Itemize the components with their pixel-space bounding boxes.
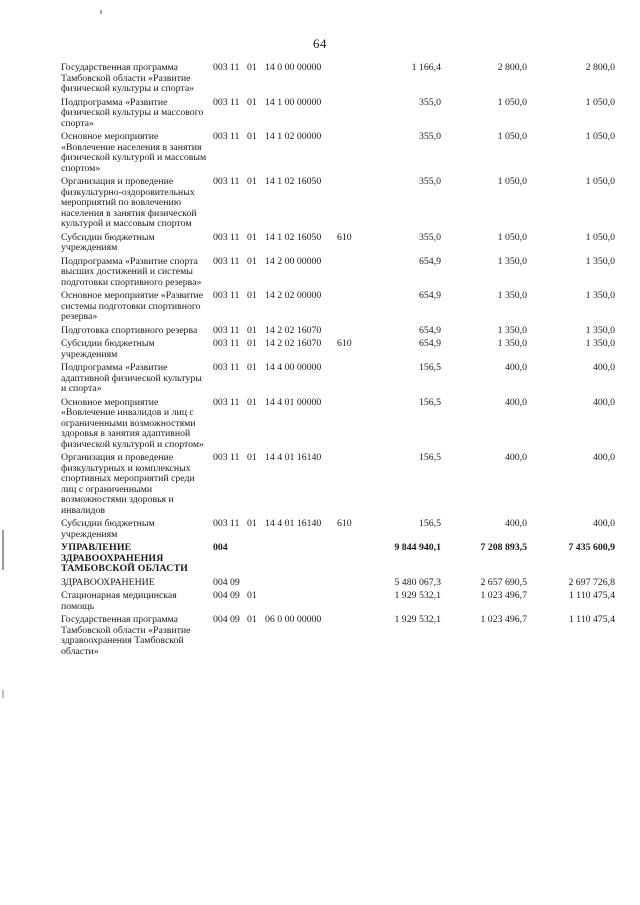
row-name: Подготовка спортивного резерва: [61, 324, 198, 336]
row-amount-1: 156,5: [418, 396, 441, 408]
row-name: Субсидии бюджетным учреждениям: [61, 338, 155, 360]
row-section: 11: [230, 255, 240, 267]
row-admin-code: 003: [213, 231, 228, 243]
row-target-code: [265, 591, 337, 615]
row-amount-3: 1 050,0: [585, 96, 615, 108]
row-name: Субсидии бюджетным учреждениям: [61, 231, 155, 253]
row-expense-type: 610: [337, 231, 352, 243]
row-admin-code: 004: [213, 542, 228, 553]
row-admin-code: 004: [213, 576, 228, 588]
row-subsection: [247, 543, 265, 578]
row-amount-1: 1 929 532,1: [394, 614, 441, 625]
row-amount-2: 1 350,0: [497, 324, 527, 336]
row-amount-2: 1 350,0: [497, 255, 527, 267]
row-subsection: 01: [247, 338, 257, 349]
table-row: [61, 615, 615, 660]
row-amount-1: 156,5: [418, 362, 441, 373]
table-row: [61, 98, 615, 133]
row-expense-type: [337, 63, 359, 98]
row-amount-2: 1 023 496,7: [480, 590, 527, 601]
table-row: [61, 63, 615, 98]
row-amount-2: 1 350,0: [497, 290, 527, 301]
row-amount-3: 1 110 475,4: [568, 590, 615, 601]
row-subsection: 01: [247, 452, 257, 463]
row-target-code: 14 4 01 16140: [265, 452, 322, 463]
row-section: 11: [230, 362, 240, 373]
row-expense-type: [337, 453, 359, 519]
row-amount-3: 400,0: [592, 362, 615, 373]
row-subsection: [247, 578, 265, 592]
row-admin-code: 003: [213, 62, 228, 73]
row-section: 11: [230, 62, 240, 73]
row-amount-3: 2 800,0: [585, 62, 615, 73]
row-amount-2: 7 208 893,5: [480, 542, 527, 553]
row-target-code: [265, 578, 337, 592]
table-row: [61, 339, 615, 363]
row-subsection: 01: [247, 96, 257, 108]
row-expense-type: 610: [337, 338, 352, 349]
row-amount-1: 9 844 940,1: [394, 542, 441, 553]
row-amount-1: 1 166,4: [411, 62, 441, 73]
row-name: Организация и проведение физкультурно-оздоровительных мероприятий по вовлечению населения в занятия физической культурой и массовым спортом: [61, 176, 197, 229]
row-admin-code: 003: [213, 96, 228, 108]
row-amount-2: 2 800,0: [497, 62, 527, 73]
scan-artifact: [2, 690, 4, 698]
row-amount-2: 400,0: [504, 518, 527, 529]
row-subsection: 01: [247, 362, 257, 373]
table-row: [61, 519, 615, 543]
row-amount-3: 2 697 726,8: [568, 576, 615, 588]
row-admin-code: 004: [213, 614, 228, 625]
row-subsection: 01: [247, 62, 257, 73]
row-name: Основное мероприятие «Вовлечение населения в занятия физической культурой и массовым спортом»: [61, 131, 207, 174]
row-section: 09: [230, 576, 240, 588]
row-target-code: 14 2 02 16070: [265, 324, 322, 336]
row-section: [230, 543, 247, 578]
table-row: [61, 398, 615, 454]
row-section: 09: [230, 590, 240, 601]
row-expense-type: [337, 578, 359, 592]
row-expense-type: [337, 177, 359, 233]
row-admin-code: 003: [213, 452, 228, 463]
row-subsection: 01: [247, 131, 257, 142]
table-row: [61, 591, 615, 615]
row-amount-3: 1 350,0: [585, 338, 615, 349]
row-expense-type: [337, 543, 359, 578]
row-admin-code: 003: [213, 255, 228, 267]
row-amount-1: 355,0: [418, 176, 441, 187]
row-admin-code: 003: [213, 338, 228, 349]
row-amount-2: 1 023 496,7: [480, 614, 527, 625]
budget-table: [61, 63, 615, 660]
table-row: [61, 177, 615, 233]
row-amount-1: 654,9: [418, 324, 441, 336]
table-row: [61, 326, 615, 340]
row-name: ЗДРАВООХРАНЕНИЕ: [61, 576, 155, 588]
row-name: Основное мероприятие «Развитие системы подготовки спортивного резерва»: [61, 290, 204, 322]
row-subsection: 01: [247, 396, 257, 408]
table-row: [61, 453, 615, 519]
row-name: Субсидии бюджетным учреждениям: [61, 518, 155, 540]
row-section: 11: [230, 518, 240, 529]
row-amount-2: 1 350,0: [497, 338, 527, 349]
row-amount-3: 1 350,0: [585, 255, 615, 267]
row-admin-code: 004: [213, 590, 228, 601]
row-expense-type: [337, 591, 359, 615]
row-subsection: 01: [247, 231, 257, 243]
row-section: 11: [230, 231, 240, 243]
row-admin-code: 003: [213, 396, 228, 408]
row-expense-type: [337, 398, 359, 454]
row-section: 11: [230, 131, 240, 142]
row-target-code: [265, 543, 337, 578]
row-admin-code: 003: [213, 362, 228, 373]
row-amount-2: 400,0: [504, 362, 527, 373]
table-row: [61, 233, 615, 257]
row-admin-code: 003: [213, 176, 228, 187]
row-amount-3: 1 350,0: [585, 290, 615, 301]
row-amount-2: 1 050,0: [497, 176, 527, 187]
row-amount-3: 7 435 600,9: [568, 542, 615, 553]
row-section: 11: [230, 452, 240, 463]
table-row: [61, 578, 615, 592]
row-expense-type: [337, 291, 359, 326]
row-expense-type: [337, 615, 359, 660]
row-amount-1: 156,5: [418, 518, 441, 529]
row-subsection: 01: [247, 518, 257, 529]
row-section: 11: [230, 324, 240, 336]
row-name: Подпрограмма «Развитие физической культуры и массового спорта»: [61, 96, 204, 129]
row-target-code: 14 2 02 00000: [265, 290, 322, 301]
scan-artifact: [100, 10, 102, 14]
row-target-code: 14 1 02 00000: [265, 131, 322, 142]
row-name: Организация и проведение физкультурных и комплексных спортивных мероприятий среди лиц с ограниченными возможностями здоровья и инвалидов: [61, 452, 195, 516]
row-section: 11: [230, 338, 240, 349]
row-target-code: 14 1 00 00000: [265, 96, 322, 108]
row-amount-1: 654,9: [418, 290, 441, 301]
row-amount-3: 1 110 475,4: [568, 614, 615, 625]
budget-table-body: [61, 63, 615, 660]
table-row: [61, 132, 615, 177]
row-amount-2: 2 657 690,5: [480, 576, 527, 588]
row-target-code: 14 0 00 00000: [265, 62, 322, 73]
row-section: 09: [230, 614, 240, 625]
row-admin-code: 003: [213, 290, 228, 301]
row-section: 11: [230, 96, 240, 108]
row-amount-3: 400,0: [592, 396, 615, 408]
row-target-code: 14 4 00 00000: [265, 362, 322, 373]
row-target-code: 06 0 00 00000: [265, 614, 322, 625]
row-expense-type: [337, 257, 359, 292]
row-section: 11: [230, 290, 240, 301]
row-amount-3: 1 050,0: [585, 176, 615, 187]
row-subsection: 01: [247, 614, 257, 625]
row-amount-2: 400,0: [504, 396, 527, 408]
row-target-code: 14 1 02 16050: [265, 176, 322, 187]
scan-artifact: [2, 530, 4, 570]
table-row: [61, 543, 615, 578]
row-amount-1: 156,5: [418, 452, 441, 463]
row-subsection: 01: [247, 590, 257, 601]
row-target-code: 14 4 01 00000: [265, 396, 322, 408]
row-amount-2: 1 050,0: [497, 231, 527, 243]
row-subsection: 01: [247, 290, 257, 301]
row-expense-type: [337, 363, 359, 398]
row-amount-3: 1 050,0: [585, 131, 615, 142]
row-amount-1: 355,0: [418, 96, 441, 108]
row-target-code: 14 2 00 00000: [265, 255, 322, 267]
row-amount-1: 355,0: [418, 131, 441, 142]
row-admin-code: 003: [213, 131, 228, 142]
row-expense-type: 610: [337, 518, 352, 529]
row-subsection: 01: [247, 324, 257, 336]
row-amount-3: 400,0: [592, 518, 615, 529]
row-target-code: 14 2 02 16070: [265, 338, 322, 349]
row-name: Государственная программа Тамбовской области «Развитие физической культуры и спорта»: [61, 62, 195, 94]
row-amount-1: 654,9: [418, 255, 441, 267]
row-target-code: 14 4 01 16140: [265, 518, 322, 529]
row-expense-type: [337, 98, 359, 133]
table-row: [61, 257, 615, 292]
page-number: 64: [313, 36, 327, 51]
row-amount-1: 1 929 532,1: [394, 590, 441, 601]
row-admin-code: 003: [213, 324, 228, 336]
row-amount-3: 1 050,0: [585, 231, 615, 243]
row-name: Основное мероприятие «Вовлечение инвалидов и лиц с ограниченными возможностями здоровья в занятия адаптивной физической культурой и спортом»: [61, 396, 204, 450]
row-subsection: 01: [247, 176, 257, 187]
row-section: 11: [230, 396, 240, 408]
row-amount-2: 400,0: [504, 452, 527, 463]
row-amount-1: 654,9: [418, 338, 441, 349]
row-expense-type: [337, 326, 359, 340]
table-row: [61, 363, 615, 398]
row-name: Государственная программа Тамбовской области «Развитие здравоохранения Тамбовской области»: [61, 614, 191, 657]
row-amount-2: 1 050,0: [497, 96, 527, 108]
row-name: Стационарная медицинская помощь: [61, 590, 177, 612]
row-section: 11: [230, 176, 240, 187]
row-amount-3: 1 350,0: [585, 324, 615, 336]
row-subsection: 01: [247, 255, 257, 267]
table-row: [61, 291, 615, 326]
row-amount-1: 5 480 067,3: [394, 576, 441, 588]
row-amount-1: 355,0: [418, 231, 441, 243]
row-name: УПРАВЛЕНИЕ ЗДРАВООХРАНЕНИЯ ТАМБОВСКОЙ ОБЛАСТИ: [61, 542, 189, 574]
row-amount-3: 400,0: [592, 452, 615, 463]
row-name: Подпрограмма «Развитие адаптивной физической культуры и спорта»: [61, 362, 202, 394]
row-target-code: 14 1 02 16050: [265, 231, 322, 243]
row-admin-code: 003: [213, 518, 228, 529]
row-amount-2: 1 050,0: [497, 131, 527, 142]
row-name: Подпрограмма «Развитие спорта высших достижений и системы подготовки спортивного резерва»: [61, 255, 202, 288]
row-expense-type: [337, 132, 359, 177]
